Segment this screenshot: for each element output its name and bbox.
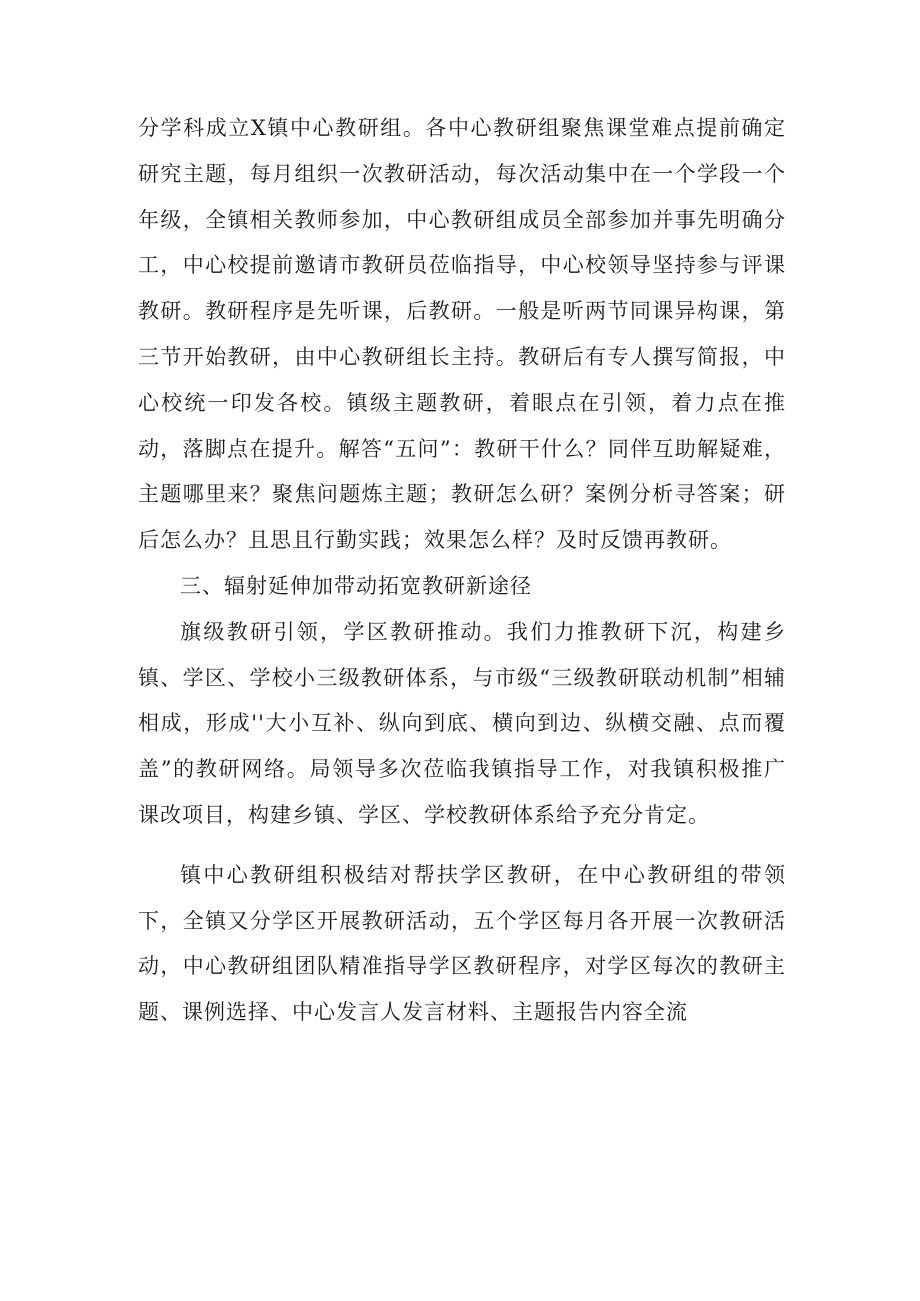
- paragraph-1: 分学科成立X镇中心教研组。各中心教研组聚焦课堂难点提前确定研究主题，每月组织一次教研活动，每次活动集中在一个学段一个年级，全镇相关教师参加，中心教研组成员全部参加并事先明确分工，中心校提前邀请市教研员莅临指导，中心校领导坚持参与评课教研。教研程序是先听课，后教研。一般是听两节同课异构课，第三节开始教研，由中心教研组长主持。教研后有专人撰写简报，中心校统一印发各校。镇级主题教研，着眼点在引领，着力点在推动，落脚点在提升。解答“五问”：教研干什么？同伴互助解疑难，主题哪里来？聚焦问题炼主题；教研怎么研？案例分析寻答案；研后怎么办？且思且行勤实践；效果怎么样？及时反馈再教研。: [138, 116, 786, 553]
- document-page: [138, 106, 786, 1036]
- paragraph-2: 旗级教研引领，学区教研推动。我们力推教研下沉，构建乡镇、学区、学校小三级教研体系，与市级“三级教研联动机制”相辅相成，形成''大小互补、纵向到底、横向到边、纵横交融、点而覆盖”的教研网络。局领导多次莅临我镇指导工作，对我镇积极推广课改项目，构建乡镇、学区、学校教研体系给予充分肯定。: [138, 619, 786, 827]
- section-heading: 三、辐射延伸加带动拓宽教研新途径: [180, 573, 532, 598]
- paragraph-3: 镇中心教研组积极结对帮扶学区教研，在中心教研组的带领下，全镇又分学区开展教研活动，五个学区每月各开展一次教研活动，中心教研组团队精准指导学区教研程序，对学区每次的教研主题、课例选择、中心发言人发言材料、主题报告内容全流: [138, 862, 786, 1025]
